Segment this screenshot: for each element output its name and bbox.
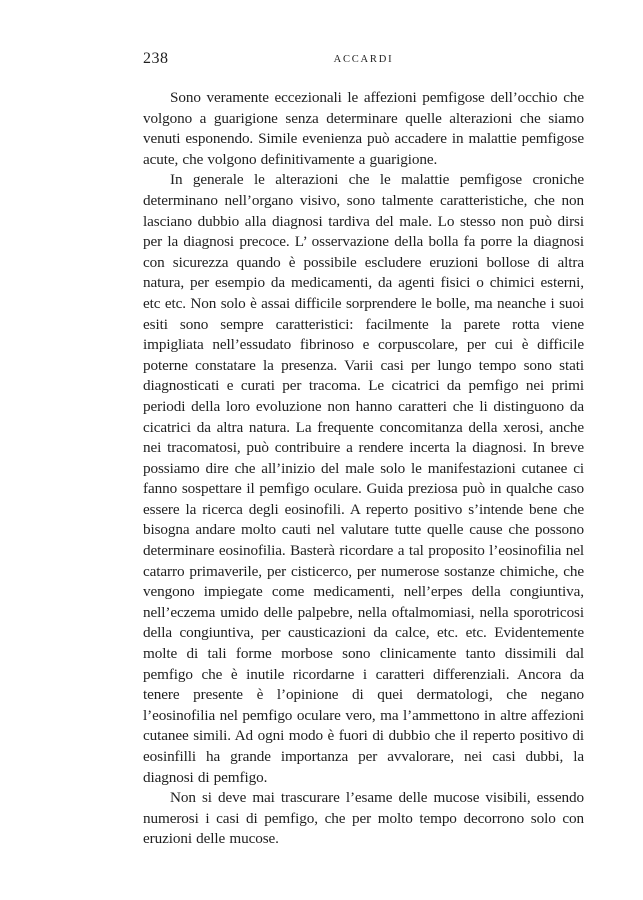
paragraph-1: Sono veramente eccezionali le affezioni pemfigose dell’occhio che volgono a guarigione senza determinare quelle alterazioni che siamo venuti esponendo. Simile evenienza può accadere in malattie pemfigose acute, che volgono definitivamente a guarigione. bbox=[143, 89, 584, 168]
paragraph-3: Non si deve mai trascurare l’esame delle mucose visibili, essendo numerosi i casi di pemfigo, che per molto tempo decorrono solo con eruzioni delle mucose. bbox=[143, 789, 584, 848]
body-text bbox=[143, 88, 584, 850]
page-number: 238 bbox=[143, 50, 169, 67]
paragraph-2: In generale le alterazioni che le malattie pemfigose croniche determinano nell’organo visivo, sono talmente caratteristiche, che non lasciano dubbio alla diagnosi tardiva del male. Lo stesso non può dirsi per la diagnosi precoce. L’ osservazione della bolla fa porre la diagnosi con sicurezza quando è possibile escludere eruzioni bollose di altra natura, per esempio da medicamenti, da agenti fisici o chimici esterni, etc etc. Non solo è assai difficile sorprendere le bolle, ma neanche i suoi esiti sono sempre caratteristici: facilmente la parete rotta viene impigliata nell’essudato fibrinoso e corpuscolare, per cui è difficile poterne constatare la presenza. Varii casi per lungo tempo sono stati diagnosticati e curati per tracoma. Le cicatrici da pemfigo nei primi periodi della loro evoluzione non hanno caratteri che li distinguono da cicatrici da altra natura. La frequente concomitanza della xerosi, anche nei tracomatosi, può contribuire a rendere incerta la diagnosi. In breve possiamo dire che all’inizio del male solo le manifestazioni cutanee ci fanno sospettare il pemfigo oculare. Guida preziosa può in qualche caso essere la ricerca degli eosinofili. A reperto positivo s’intende bene che bisogna andare molto cauti nel valutare tutte quelle cause che possono determinare eosinofilia. Basterà ricordare a tal proposito l’eosinofilia nel catarro primaverile, per cisticerco, per numerose sostanze chimiche, che vengono impiegate come medicamenti, nell’erpes della congiuntiva, nell’eczema umido delle palpebre, nella oftalmomiasi, nella sporotricosi della congiuntiva, per causticazioni da calce, etc. etc. Evidentemente molte di tali forme morbose sono clinicamente tanto dissimili dal pemfigo che è inutile ricordarne i caratteri differenziali. Ancora da tenere presente è l’opinione di quei dermatologi, che negano l’eosinofilia nel pemfigo oculare vero, ma l’ammettono in altre affezioni cutanee simili. Ad ogni modo è fuori di dubbio che il reperto positivo di eosinfilli ha grande importanza per avvalorare, nei casi dubbi, la diagnosi di pemfigo. bbox=[143, 171, 584, 786]
running-head: ACCARDI bbox=[333, 54, 394, 65]
page-header bbox=[143, 50, 584, 74]
